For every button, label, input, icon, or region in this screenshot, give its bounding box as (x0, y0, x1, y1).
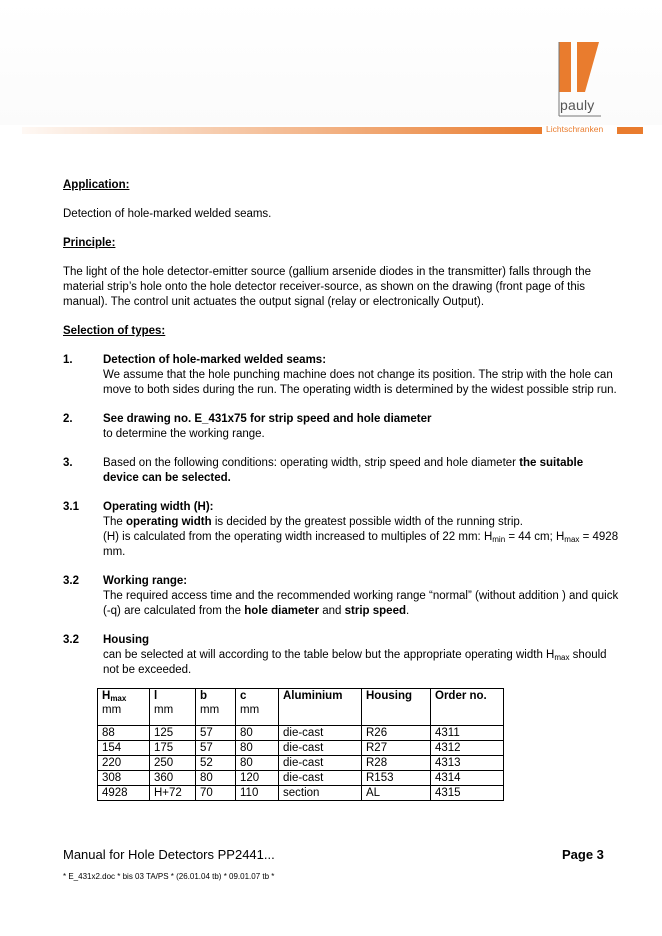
table-cell: die-cast (279, 756, 362, 771)
table-cell: 4313 (431, 756, 504, 771)
header-cell: l mm (150, 689, 196, 726)
subscript-min: min (492, 535, 506, 544)
table-cell: 110 (236, 786, 279, 801)
table-row (98, 741, 504, 756)
item-3-1 (63, 500, 619, 560)
table-row (98, 726, 504, 741)
logo-text: pauly (560, 97, 595, 113)
housing-table (97, 688, 504, 801)
table-cell: 175 (150, 741, 196, 756)
table-cell: 57 (196, 726, 236, 741)
item-text: should not be exceeded. (103, 649, 607, 676)
item-title: Housing (103, 634, 149, 646)
item-text: (H) is calculated from the operating width increased to multiples of 22 mm: H (103, 531, 493, 543)
table-cell: 250 (150, 756, 196, 771)
table-cell: 4312 (431, 741, 504, 756)
header-cell: c mm (236, 689, 279, 726)
item-bold-text: operating width (126, 516, 212, 528)
table-cell: R153 (362, 771, 431, 786)
table-cell: 80 (236, 756, 279, 771)
item-text: Based on the following conditions: operating width, strip speed and hole diameter (103, 457, 516, 469)
header-stripe (22, 127, 542, 134)
footer-doc-reference: * E_431x2.doc * bis 03 TA/PS * (26.01.04 tb) * 09.01.07 tb * (63, 872, 275, 881)
item-text: The (103, 516, 123, 528)
application-heading: Application: (63, 179, 130, 191)
item-text: and (322, 605, 342, 617)
item-number: 1. (63, 354, 73, 366)
table-cell: 154 (98, 741, 150, 756)
table-cell: 360 (150, 771, 196, 786)
item-text: The required access time and the recommended working range “normal” (without addition ) and quick (-q) are calculated from the (103, 590, 619, 617)
table-row (98, 756, 504, 771)
header-cell: b mm (196, 689, 236, 726)
selection-heading: Selection of types: (63, 325, 166, 337)
table-row (98, 786, 504, 801)
table-cell: H+72 (150, 786, 196, 801)
item-number: 2. (63, 413, 73, 425)
table-cell: die-cast (279, 741, 362, 756)
item-text: can be selected at will according to the table below but the appropriate operating width H (103, 649, 555, 661)
subscript-max: max (554, 653, 570, 662)
table-cell: 80 (236, 741, 279, 756)
table-cell: 4315 (431, 786, 504, 801)
item-housing (63, 633, 619, 678)
table-cell: R26 (362, 726, 431, 741)
table-cell: R28 (362, 756, 431, 771)
table-cell: die-cast (279, 726, 362, 741)
table-header-row (98, 689, 504, 726)
header-cell: Aluminium (279, 689, 362, 726)
item-bold-text: the suitable device can be selected. (103, 457, 584, 484)
table-cell: 52 (196, 756, 236, 771)
item-bold-text: strip speed (344, 605, 406, 617)
header-cell: Housing (362, 689, 431, 726)
item-number: 3.1 (63, 501, 79, 513)
table-cell: 4311 (431, 726, 504, 741)
item-3-2 (63, 574, 619, 619)
item-title: Detection of hole-marked welded seams: (103, 354, 327, 366)
subscript-max: max (564, 535, 580, 544)
item-text: . (406, 605, 410, 617)
table-row (98, 771, 504, 786)
header-cell: Order no. (431, 689, 504, 726)
table-cell: 57 (196, 741, 236, 756)
footer-page-number: Page 3 (562, 847, 604, 862)
item-text: to determine the working range. (103, 428, 265, 440)
item-text: = 44 cm; H (508, 531, 565, 543)
item-2 (63, 412, 619, 442)
principle-text: The light of the hole detector-emitter source (gallium arsenide diodes in the transmitter) falls through the material strip’s hole onto the hole detector receiver-source, as shown on the drawing (front page of this manual). The control unit actuates the output signal (relay or electronically Output). (63, 266, 591, 308)
table-cell: 80 (236, 726, 279, 741)
item-title: Working range: (103, 575, 188, 587)
item-3 (63, 456, 619, 486)
logo-subtitle: Lichtschranken (546, 124, 604, 134)
table-cell: R27 (362, 741, 431, 756)
item-title: See drawing no. E_431x75 for strip speed and hole diameter (103, 413, 432, 425)
table-cell: 70 (196, 786, 236, 801)
table-cell: 80 (196, 771, 236, 786)
table-cell: AL (362, 786, 431, 801)
item-number: 3.2 (63, 634, 79, 646)
table-cell: die-cast (279, 771, 362, 786)
item-text: = 4928 mm. (103, 531, 619, 558)
item-text: We assume that the hole punching machine does not change its position. The strip with the hole can move to both sides during the run. The operating width is determined by the widest possible strip run. (103, 369, 617, 396)
principle-heading: Principle: (63, 237, 116, 249)
table-cell: 220 (98, 756, 150, 771)
item-1 (63, 353, 619, 398)
footer-title: Manual for Hole Detectors PP2441... (63, 847, 275, 862)
table-cell: section (279, 786, 362, 801)
table-cell: 125 (150, 726, 196, 741)
header-stripe-right (617, 127, 643, 134)
table-cell: 308 (98, 771, 150, 786)
item-number: 3. (63, 457, 73, 469)
table-cell: 120 (236, 771, 279, 786)
item-number: 3.2 (63, 575, 79, 587)
table-cell: 88 (98, 726, 150, 741)
application-text: Detection of hole-marked welded seams. (63, 208, 272, 220)
header-cell: $H_{max}$ mm (98, 689, 150, 726)
document-body (63, 178, 619, 801)
item-text: is decided by the greatest possible width of the running strip. (214, 516, 523, 528)
item-bold-text: hole diameter (244, 605, 320, 617)
table-cell: 4314 (431, 771, 504, 786)
table-cell: 4928 (98, 786, 150, 801)
item-title: Operating width (H): (103, 501, 214, 513)
